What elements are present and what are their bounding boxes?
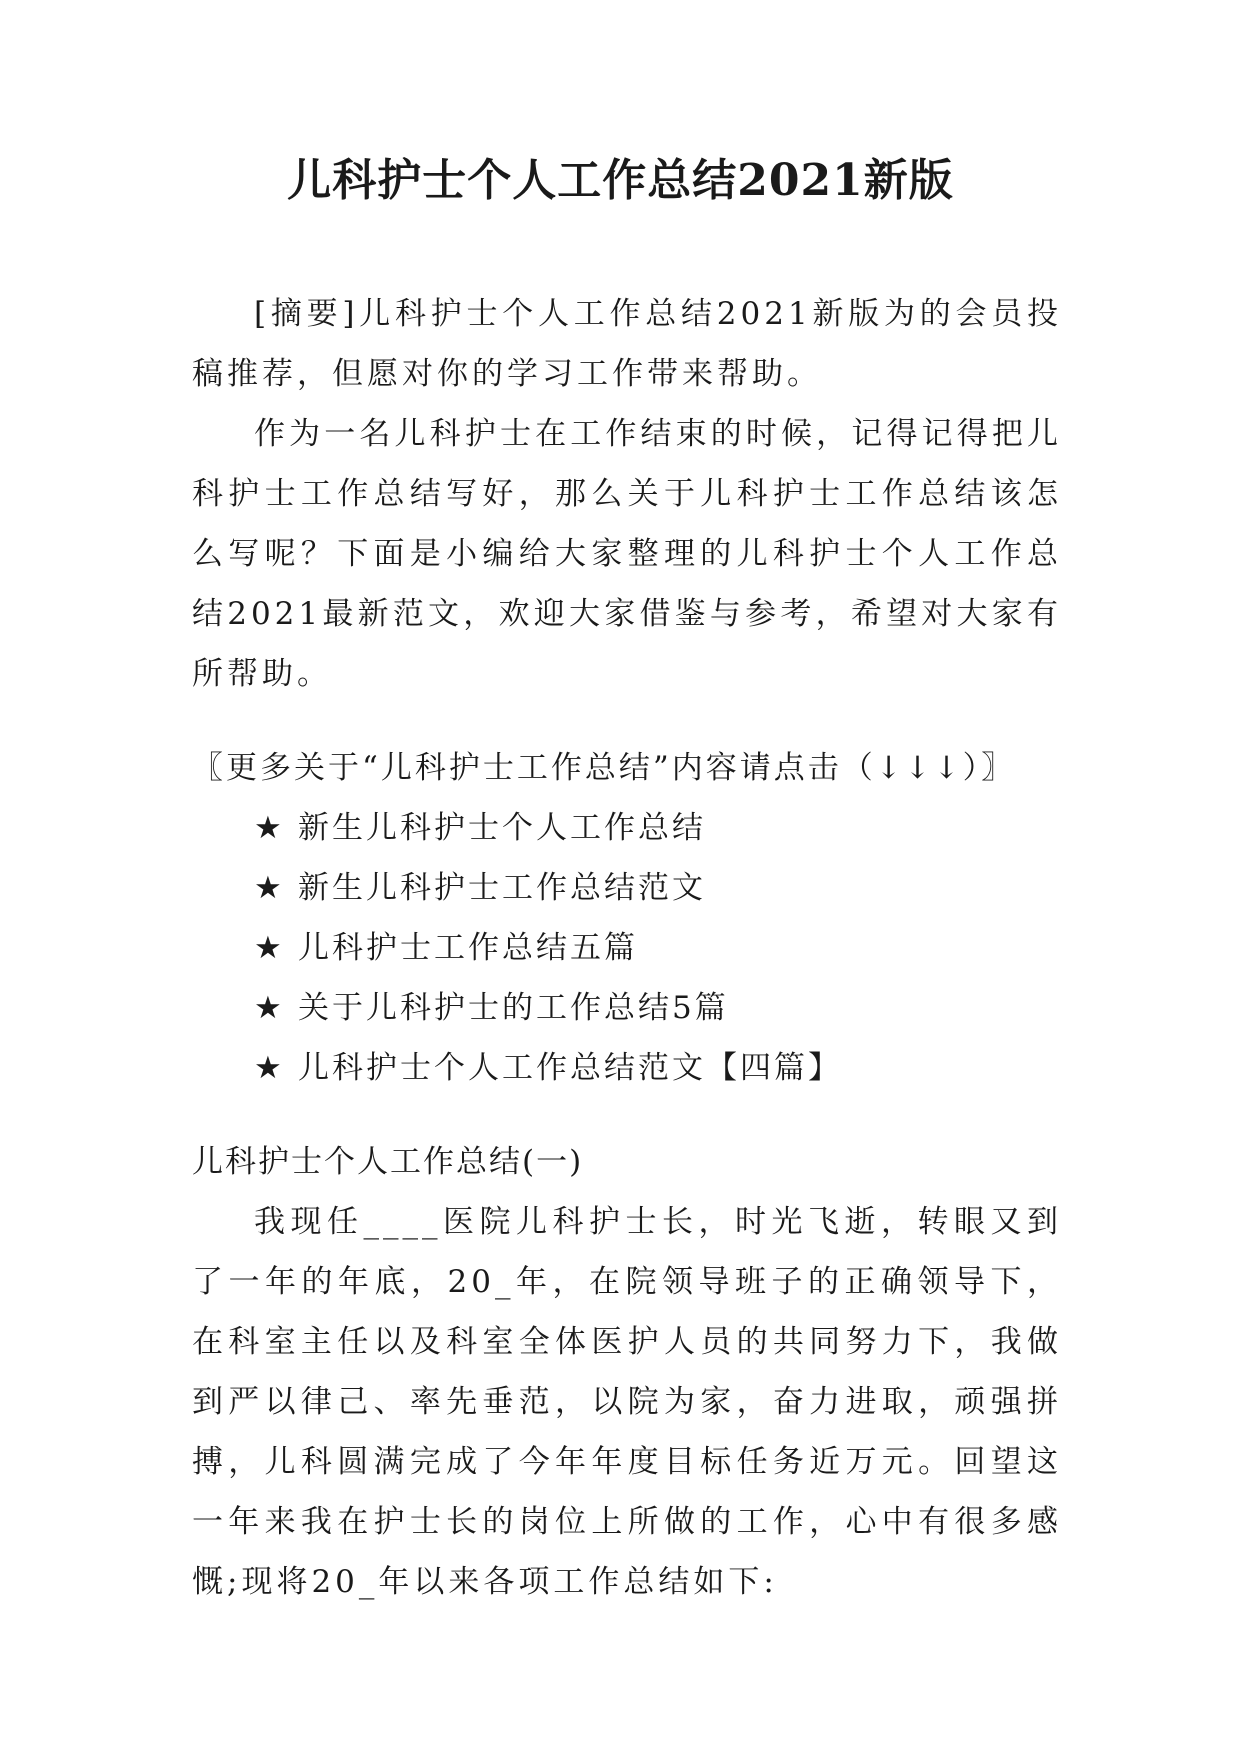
document-body xyxy=(192,284,1062,1612)
related-link-label: 新生儿科护士工作总结范文 xyxy=(298,870,706,906)
related-link[interactable] xyxy=(192,1038,1062,1098)
related-link[interactable] xyxy=(192,918,1062,978)
star-icon: ★ xyxy=(254,870,285,906)
star-icon: ★ xyxy=(254,1050,285,1086)
related-link[interactable] xyxy=(192,798,1062,858)
summary-paragraph: [摘要]儿科护士个人工作总结2021新版为的会员投稿推荐，但愿对你的学习工作带来帮助。 xyxy=(192,296,1062,392)
star-icon: ★ xyxy=(254,990,285,1026)
section-body-paragraph: 我现任____医院儿科护士长，时光飞逝，转眼又到了一年的年底，20_年，在院领导班子的正确领导下，在科室主任以及科室全体医护人员的共同努力下，我做到严以律己、率先垂范，以院为家，奋力进取，顽强拼搏，儿科圆满完成了今年年度目标任务近万元。回望这一年来我在护士长的岗位上所做的工作，心中有很多感慨;现将20_年以来各项工作总结如下: xyxy=(192,1204,1062,1600)
spacer xyxy=(192,704,1062,738)
star-icon: ★ xyxy=(254,810,285,846)
related-link-label: 儿科护士工作总结五篇 xyxy=(298,930,638,966)
more-links-prompt: 〖更多关于“儿科护士工作总结”内容请点击（↓↓↓）〗 xyxy=(192,750,1016,786)
related-link[interactable] xyxy=(192,858,1062,918)
related-link-label: 儿科护士个人工作总结范文【四篇】 xyxy=(298,1050,842,1086)
section-heading: 儿科护士个人工作总结(一) xyxy=(192,1144,584,1180)
spacer xyxy=(192,1098,1062,1132)
document-title: 儿科护士个人工作总结2021新版 xyxy=(287,155,954,206)
related-link[interactable] xyxy=(192,978,1062,1038)
related-links-list xyxy=(192,798,1062,1098)
related-link-label: 关于儿科护士的工作总结5篇 xyxy=(298,990,729,1026)
related-link-label: 新生儿科护士个人工作总结 xyxy=(298,810,706,846)
intro-paragraph: 作为一名儿科护士在工作结束的时候，记得记得把儿科护士工作总结写好，那么关于儿科护士工作总结该怎么写呢？下面是小编给大家整理的儿科护士个人工作总结2021最新范文，欢迎大家借鉴与参考，希望对大家有所帮助。 xyxy=(192,416,1062,692)
star-icon: ★ xyxy=(254,930,285,966)
